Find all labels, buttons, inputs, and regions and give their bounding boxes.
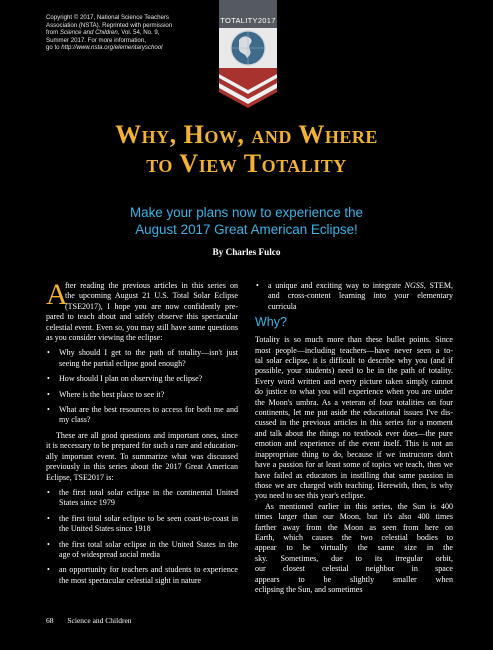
text-line: previously in this series about the 2017 Great American <box>46 462 238 472</box>
bullet-line: seeing the partial eclipse good enough? <box>59 358 186 368</box>
text-line: tal solar eclipse, it is difficult to describe why you (and if <box>255 356 453 366</box>
text-line: As mentioned earlier in this series, the Sun is 400 <box>265 501 453 511</box>
copyright-line: go to http://www.nsta.org/elementaryschool <box>46 44 163 52</box>
text-line: pared to teach about and safely observe this spectacular <box>46 312 238 322</box>
bullet-line: States since 1979 <box>59 498 115 508</box>
text-line: inappropriate thing to do, because if we instructors don't <box>255 449 453 459</box>
text-line: most people—including teachers—have never seen a to- <box>255 345 453 355</box>
text-line: ally important event. To summarize what was discussed <box>46 451 238 461</box>
text-line: have a passion for at least some of topics we teach, then we <box>255 460 453 470</box>
title-line: to View Totality <box>146 149 347 178</box>
why-heading: Why? <box>255 315 287 330</box>
intro-paragraph <box>46 278 238 343</box>
text-line: the upcoming August 21 U.S. Total Solar Eclipse <box>65 291 238 301</box>
text-line: the Moon's umbra. As a veteran of four totalities on four <box>255 397 453 407</box>
list-item <box>46 405 238 426</box>
badge-stripes <box>219 68 277 108</box>
bullet-line: • How should I plan on observing the eclipse? <box>59 374 203 384</box>
list-item <box>46 488 238 509</box>
text-line: cussed in the previous articles in this series for a moment <box>255 418 453 428</box>
bullet-line: • the first total solar eclipse in the continental United <box>59 487 238 497</box>
text-line: and talk about the things no textbook ever does—the pure <box>255 428 453 438</box>
text-line: possible, your students) need to be in the path of totality. <box>255 366 453 376</box>
copyright-line: Copyright © 2017, National Science Teachers <box>46 14 169 21</box>
text-line: emotion and experience of the event itself. This is not an <box>255 439 453 449</box>
bullet-line: • an opportunity for teachers and students to experience <box>59 565 238 575</box>
text-line: These are all good questions and important ones, since <box>56 430 238 440</box>
subtitle-line: August 2017 Great American Eclipse! <box>135 222 358 237</box>
question-list <box>46 348 238 425</box>
article-subtitle <box>0 204 493 238</box>
text-line: those we are charged with teaching. Herewith, then, is why <box>255 480 453 490</box>
publication-name: Science and Children <box>67 616 132 625</box>
list-item <box>46 540 238 561</box>
text-line: Every word written and every picture taken simply cannot <box>255 376 453 386</box>
title-line: Why, How, and Where <box>115 120 378 149</box>
drop-cap: A <box>46 278 68 311</box>
bullet-line: • a unique and exciting way to integrate NGSS, STEM, <box>268 281 453 290</box>
list-item <box>46 348 238 369</box>
left-column <box>46 278 238 586</box>
text-line: fter reading the previous articles in this series on <box>65 281 238 290</box>
bullet-line: the United States since 1918 <box>59 524 151 534</box>
list-item <box>46 374 238 384</box>
bullet-line: my class? <box>59 415 91 425</box>
list-item <box>46 514 238 535</box>
copyright-line: from Science and Children, Vol. 54, No. 9, <box>46 29 160 37</box>
text-line: farther away from the Moon as seen from here on <box>255 522 453 532</box>
bullet-line: the most spectacular celestial sight in nature <box>59 575 202 585</box>
text-line: do justice to what you will experience when you are under <box>255 387 453 397</box>
list-item <box>46 390 238 400</box>
list-item <box>46 565 238 586</box>
summary-paragraph <box>46 431 238 483</box>
text-line: (TSE2017), I hope you are now confidently pre- <box>65 301 238 311</box>
why-paragraph <box>255 335 453 502</box>
bullet-line: age of widespread social media <box>59 549 160 559</box>
text-line: Eclipse, TSE2017 is: <box>46 472 114 482</box>
bullet-line: and cross-content learning into your elementary <box>268 291 453 301</box>
bullet-line: • the first total solar eclipse to be seen coast-to-coast in <box>59 513 238 523</box>
page-footer <box>46 616 132 625</box>
text-line: continents, let me put aside the educational issues I've dis- <box>255 408 453 418</box>
text-line: you need to see this year's eclipse. <box>255 491 366 501</box>
copyright-line: Association (NSTA). Reprinted with permission <box>46 21 173 29</box>
text-line: times larger than our Moon, but it's also 400 times <box>255 512 453 522</box>
subtitle-line: Make your plans now to experience the <box>130 205 363 220</box>
right-column <box>255 281 453 595</box>
byline: By Charles Fulco <box>212 247 281 257</box>
bullet-line: • Where is the best place to see it? <box>59 389 165 399</box>
bullet-line: curricula <box>268 301 297 311</box>
text-line: eclipsing the Sun, and sometimes <box>255 584 363 594</box>
text-line: Earth, which causes the two celestial bodies to <box>255 532 453 542</box>
bullet-line: • the first total solar eclipse in the United States in the <box>59 539 238 549</box>
text-line: appear to be virtually the same size in the <box>255 543 453 553</box>
mentioned-paragraph <box>255 502 453 596</box>
text-line: as you consider viewing the eclipse: <box>46 333 163 343</box>
text-line: have failed as educators in instilling that same passion in <box>255 470 453 480</box>
article-title <box>0 120 493 178</box>
bullet-line: • What are the best resources to access for both me and <box>59 405 238 415</box>
list-item <box>255 281 453 312</box>
text-line: sky. Sometimes, due to its irregular orbit, <box>255 553 453 563</box>
text-line: it is necessary to be prepared for such a rare and education- <box>46 441 238 451</box>
copyright-line: Summer 2017. For more information, <box>46 36 146 44</box>
text-line: celestial event. Even so, you may still have some questions <box>46 322 238 332</box>
bullet-line: • Why should I get to the path of totality—isn't just <box>59 348 238 358</box>
text-line: Totality is so much more than these bullet points. Since <box>255 335 453 345</box>
page-number: 68 <box>46 616 54 625</box>
facts-list <box>46 488 238 586</box>
totality-badge <box>219 0 277 110</box>
text-line: our closest celestial neighbor in space <box>255 564 453 574</box>
text-line: appears to be slightly smaller when <box>255 574 453 584</box>
badge-label: TOTALITY2017 <box>220 16 276 25</box>
copyright-notice <box>46 14 221 52</box>
